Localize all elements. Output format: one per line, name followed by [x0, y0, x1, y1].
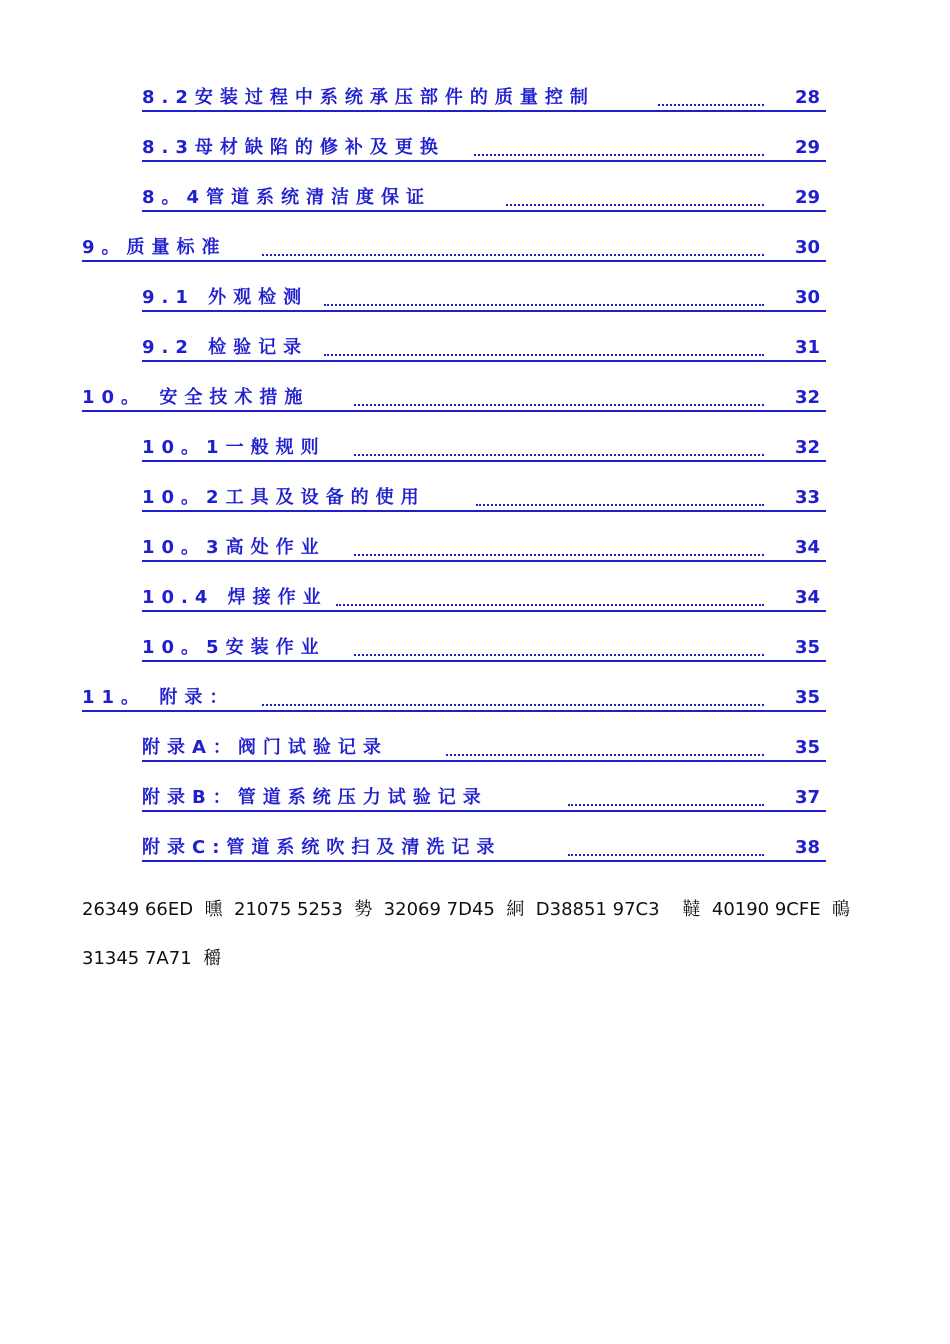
toc-leader-dots	[354, 640, 764, 656]
toc-entry-underline	[142, 760, 826, 762]
toc-entry-underline	[142, 860, 826, 862]
toc-entry-title: 10。1一般规则	[142, 437, 326, 458]
toc-leader-dots	[324, 290, 764, 306]
toc-page-number: 33	[794, 487, 820, 508]
toc-entry-underline	[82, 410, 826, 412]
toc-leader-dots	[324, 340, 764, 356]
toc-entry-title: 10。 安全技术措施	[82, 387, 310, 408]
toc-leader-dots	[262, 240, 764, 256]
toc-entry-8-3[interactable]	[142, 136, 826, 162]
toc-leader-dots	[474, 140, 764, 156]
footer-code-line-2: 31345 7A71 穱	[82, 948, 222, 969]
toc-entry-title: 8.3母材缺陷的修补及更换	[142, 137, 445, 158]
toc-entry-underline	[142, 810, 826, 812]
toc-entry-title: 附录A：阀门试验记录	[142, 737, 388, 758]
toc-leader-dots	[446, 740, 764, 756]
toc-entry-underline	[142, 360, 826, 362]
toc-page-number: 34	[794, 537, 820, 558]
toc-entry-9-1[interactable]	[142, 286, 826, 312]
toc-leader-dots	[568, 790, 764, 806]
toc-page-number: 35	[794, 637, 820, 658]
toc-entry-11[interactable]	[82, 686, 826, 712]
toc-entry-title: 8.2安装过程中系统承压部件的质量控制	[142, 87, 595, 108]
toc-page-number: 28	[794, 87, 820, 108]
toc-page-number: 30	[794, 237, 820, 258]
toc-entry-8-2[interactable]	[142, 86, 826, 112]
toc-leader-dots	[262, 690, 764, 706]
toc-entry-underline	[142, 660, 826, 662]
toc-page-number: 32	[794, 387, 820, 408]
toc-entry-title: 10。3高处作业	[142, 537, 326, 558]
toc-entry-10-4[interactable]	[142, 586, 826, 612]
toc-entry-underline	[142, 460, 826, 462]
toc-page-number: 29	[794, 187, 820, 208]
toc-page-number: 35	[794, 687, 820, 708]
toc-page-number: 34	[794, 587, 820, 608]
toc-leader-dots	[336, 590, 764, 606]
toc-page-number: 32	[794, 437, 820, 458]
toc-page-number: 38	[794, 837, 820, 858]
toc-leader-dots	[354, 440, 764, 456]
toc-entry-appendix-a[interactable]	[142, 736, 826, 762]
toc-entry-underline	[142, 560, 826, 562]
toc-entry-title: 10.4 焊接作业	[142, 587, 328, 608]
toc-page-number: 30	[794, 287, 820, 308]
toc-entry-underline	[142, 310, 826, 312]
toc-entry-10-5[interactable]	[142, 636, 826, 662]
toc-entry-appendix-c[interactable]	[142, 836, 826, 862]
toc-entry-underline	[142, 160, 826, 162]
toc-entry-10-3[interactable]	[142, 536, 826, 562]
toc-entry-9[interactable]	[82, 236, 826, 262]
toc-entry-appendix-b[interactable]	[142, 786, 826, 812]
toc-entry-title: 附录B：管道系统压力试验记录	[142, 787, 488, 808]
toc-leader-dots	[658, 90, 764, 106]
toc-page-number: 35	[794, 737, 820, 758]
toc-page-number: 29	[794, 137, 820, 158]
toc-entry-title: 附录C:管道系统吹扫及清洗记录	[142, 837, 502, 858]
toc-leader-dots	[506, 190, 764, 206]
toc-entry-10-2[interactable]	[142, 486, 826, 512]
toc-entry-title: 9.1 外观检测	[142, 287, 309, 308]
toc-entry-underline	[82, 710, 826, 712]
toc-page-number: 37	[794, 787, 820, 808]
toc-entry-10[interactable]	[82, 386, 826, 412]
toc-entry-underline	[142, 610, 826, 612]
toc-entry-underline	[142, 510, 826, 512]
toc-entry-title: 9.2 检验记录	[142, 337, 309, 358]
toc-entry-title: 8。4管道系统清洁度保证	[142, 187, 432, 208]
toc-entry-title: 10。2工具及设备的使用	[142, 487, 426, 508]
footer-code-line-1: 26349 66ED 曛 21075 5253 勢 32069 7D45 絅 D38851 97C3 韃 40190 9CFE 鳾	[82, 899, 851, 920]
toc-page-number: 31	[794, 337, 820, 358]
toc-entry-title: 10。5安装作业	[142, 637, 326, 658]
toc-entry-underline	[142, 210, 826, 212]
toc-entry-underline	[142, 110, 826, 112]
toc-entry-underline	[82, 260, 826, 262]
toc-entry-8-4[interactable]	[142, 186, 826, 212]
toc-leader-dots	[354, 390, 764, 406]
toc-entry-9-2[interactable]	[142, 336, 826, 362]
toc-entry-title: 11。 附录：	[82, 687, 235, 708]
toc-entry-title: 9。质量标准	[82, 237, 227, 258]
toc-leader-dots	[476, 490, 764, 506]
toc-leader-dots	[568, 840, 764, 856]
toc-leader-dots	[354, 540, 764, 556]
toc-entry-10-1[interactable]	[142, 436, 826, 462]
